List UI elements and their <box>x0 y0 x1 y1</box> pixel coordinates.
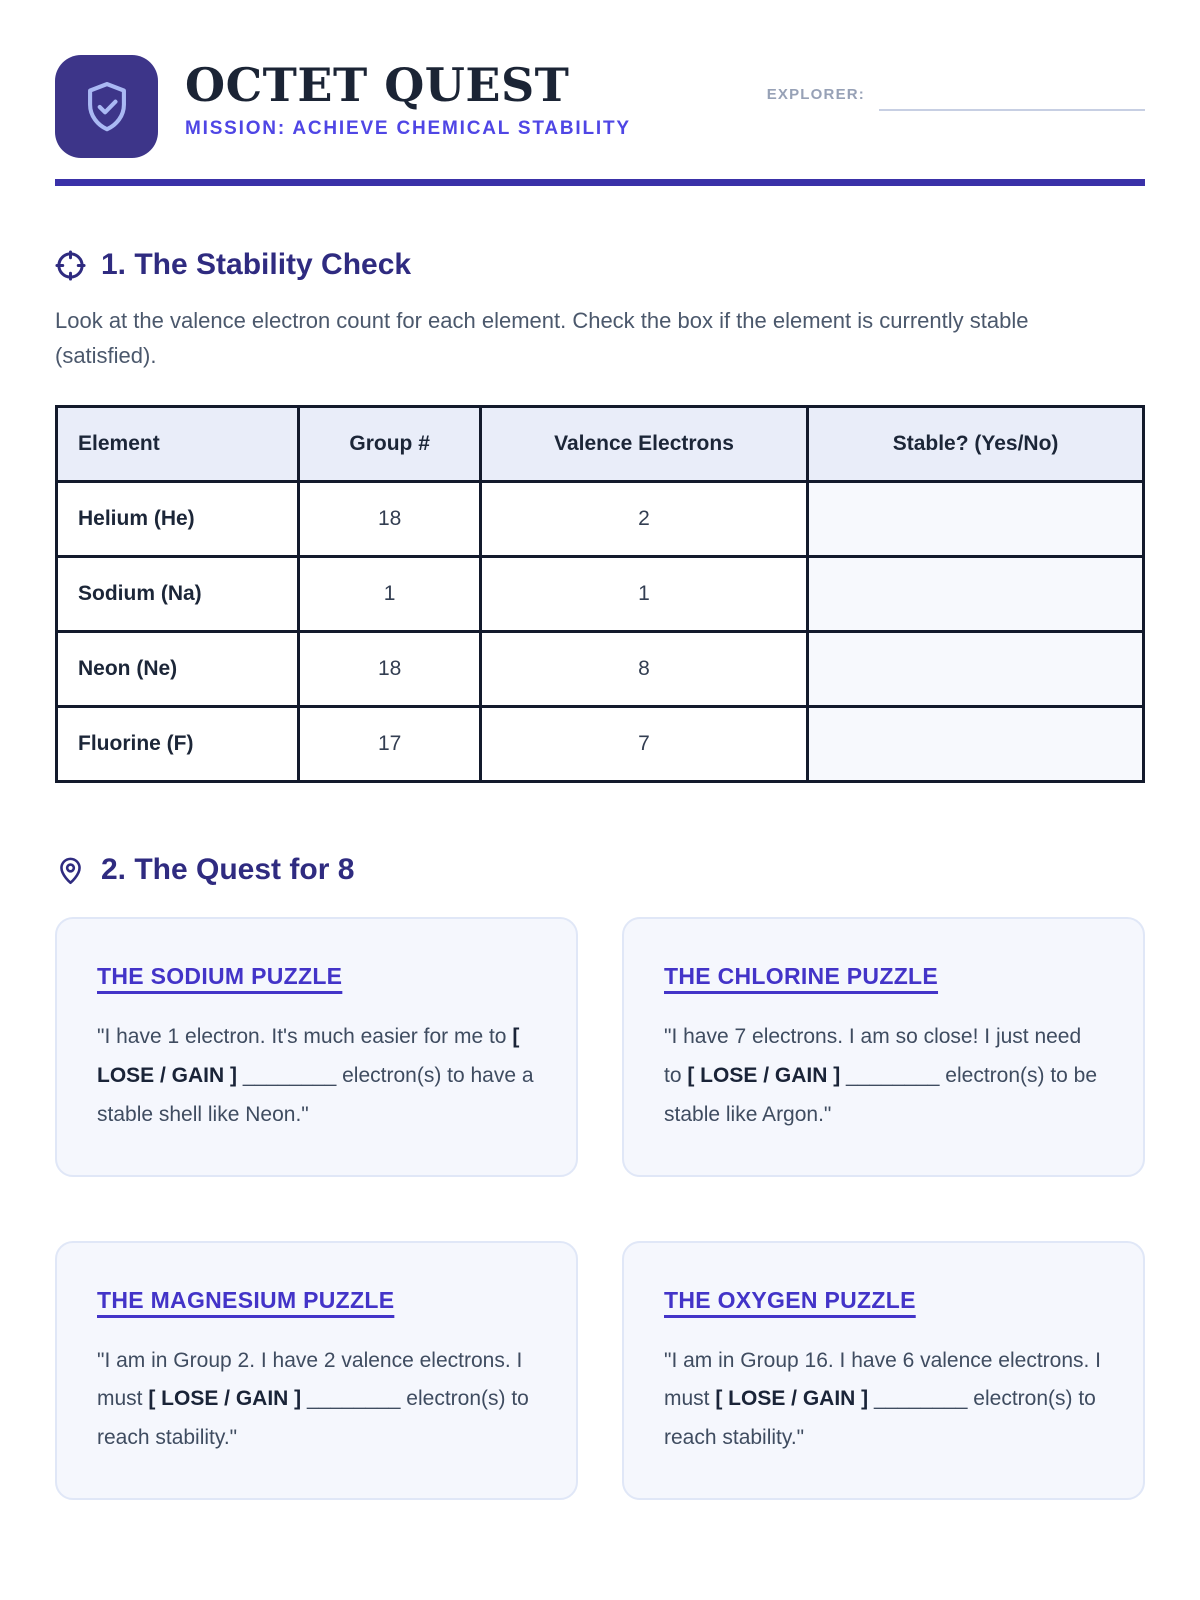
element-name: Fluorine (F) <box>57 707 299 782</box>
page-subtitle: MISSION: ACHIEVE CHEMICAL STABILITY <box>185 118 631 140</box>
puzzle-card-title: THE MAGNESIUM PUZZLE <box>97 1286 395 1313</box>
valence-electrons: 1 <box>480 557 807 632</box>
stable-answer-cell[interactable] <box>808 707 1144 782</box>
valence-electrons: 7 <box>480 707 807 782</box>
puzzle-card-magnesium <box>55 1241 578 1501</box>
header-divider <box>55 179 1145 186</box>
crosshair-icon <box>55 250 86 281</box>
section-quest-for-8 <box>55 853 1145 1500</box>
table-header-row <box>57 407 1144 482</box>
puzzle-card-sodium <box>55 917 578 1177</box>
puzzle-card-oxygen <box>622 1241 1145 1501</box>
section-1-heading <box>55 248 1145 282</box>
puzzle-card-title: THE SODIUM PUZZLE <box>97 963 343 990</box>
puzzle-card-body: "I am in Group 16. I have 6 valence electrons. I must [ LOSE / GAIN ] ________ electron(s) to reach stability." <box>664 1348 1102 1450</box>
logo-badge <box>55 55 158 158</box>
element-name: Helium (He) <box>57 482 299 557</box>
section-2-heading <box>55 853 1145 887</box>
page-title: OCTET QUEST <box>185 58 570 112</box>
puzzle-card-title: THE CHLORINE PUZZLE <box>664 963 939 990</box>
header <box>55 55 1145 158</box>
puzzle-cards-grid <box>55 917 1145 1500</box>
group-number: 1 <box>299 557 481 632</box>
explorer-field <box>767 55 1145 111</box>
stable-answer-cell[interactable] <box>808 632 1144 707</box>
group-number: 17 <box>299 707 481 782</box>
group-number: 18 <box>299 632 481 707</box>
column-header-group: Group # <box>299 407 481 482</box>
element-name: Neon (Ne) <box>57 632 299 707</box>
table-row <box>57 482 1144 557</box>
stability-table <box>55 405 1145 783</box>
valence-electrons: 2 <box>480 482 807 557</box>
puzzle-card-title: THE OXYGEN PUZZLE <box>664 1286 916 1313</box>
map-pin-icon <box>55 855 86 886</box>
stable-answer-cell[interactable] <box>808 482 1144 557</box>
title-block <box>185 55 631 140</box>
section-2-title: 2. The Quest for 8 <box>101 853 355 887</box>
puzzle-card-body: "I have 7 electrons. I am so close! I just need to [ LOSE / GAIN ] ________ electron(s) to be stable like Argon." <box>664 1025 1098 1126</box>
puzzle-card-body: "I am in Group 2. I have 2 valence electrons. I must [ LOSE / GAIN ] ________ electron(s) to reach stability." <box>97 1348 529 1450</box>
column-header-valence: Valence Electrons <box>480 407 807 482</box>
explorer-name-input[interactable] <box>879 85 1145 111</box>
column-header-stable: Stable? (Yes/No) <box>808 407 1144 482</box>
section-1-instructions: Look at the valence electron count for each element. Check the box if the element is currently stable (satisfied). <box>55 308 1029 368</box>
element-name: Sodium (Na) <box>57 557 299 632</box>
section-1-title: 1. The Stability Check <box>101 248 412 281</box>
group-number: 18 <box>299 482 481 557</box>
valence-electrons: 8 <box>480 632 807 707</box>
table-row <box>57 632 1144 707</box>
puzzle-card-body: "I have 1 electron. It's much easier for me to [ LOSE / GAIN ] ________ electron(s) to have a stable shell like Neon." <box>97 1025 534 1126</box>
shield-check-icon <box>78 78 136 136</box>
puzzle-card-chlorine <box>622 917 1145 1177</box>
stable-answer-cell[interactable] <box>808 557 1144 632</box>
table-row <box>57 557 1144 632</box>
section-stability-check <box>55 248 1145 783</box>
explorer-label: EXPLORER: <box>766 86 865 103</box>
column-header-element: Element <box>57 407 299 482</box>
table-row <box>57 707 1144 782</box>
